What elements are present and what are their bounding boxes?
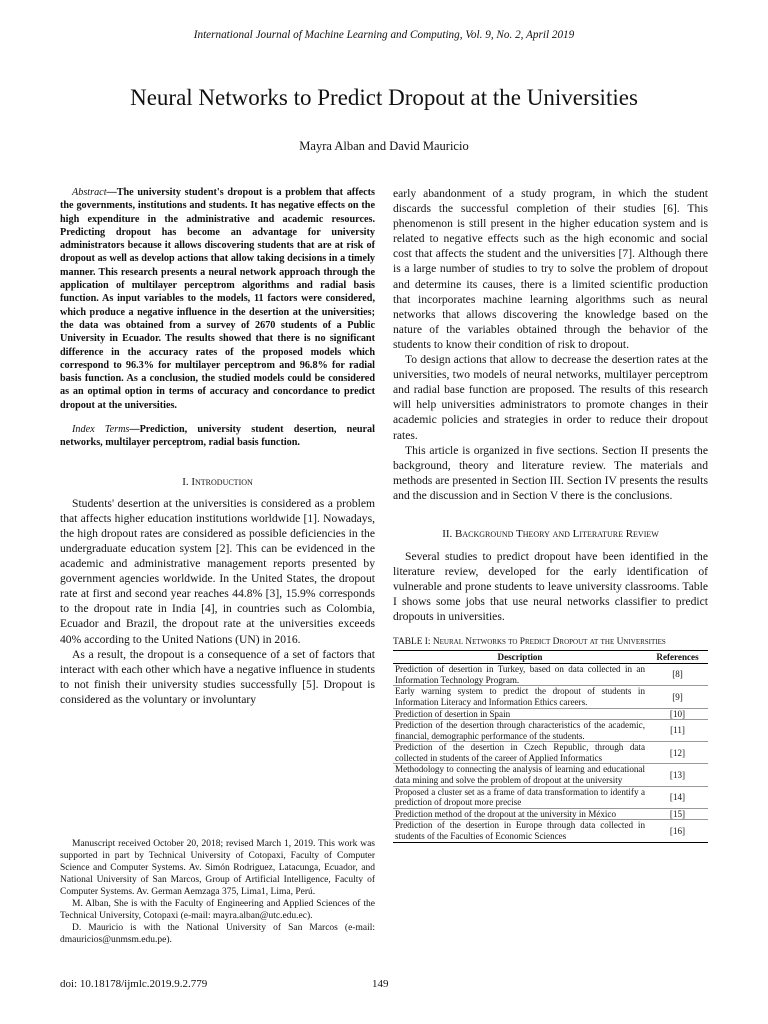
index-terms-text: —Prediction, university student desertion, neural networks, multilayer perceptrom, radial basis function. xyxy=(60,424,375,449)
table-cell-reference: [15] xyxy=(647,808,708,820)
footnote-author-mauricio: D. Mauricio is with the National University of San Marcos (e-mail: dmauricios@unmsm.edu.pe). xyxy=(60,923,375,945)
table-cell-reference: [11] xyxy=(647,720,708,742)
table-cell-description: Prediction of the desertion through characteristics of the academic, financial, demographic performance of the students. xyxy=(395,720,645,741)
table-cell-description: Prediction of the desertion in Europe through data collected in students of the Faculties of Economic Sciences xyxy=(395,820,645,842)
table-cell-description: Proposed a cluster set as a frame of data transformation to identify a prediction of dropout more precise xyxy=(395,786,645,808)
table-cell-reference: [12] xyxy=(647,742,708,764)
footnote-author-alban: M. Alban, She is with the Faculty of Engineering and Applied Sciences of the Technical University, Cotopaxi (e-mail: mayra.alban@utc.edu.ec). xyxy=(60,899,375,921)
table-cell-description: Prediction of desertion in Turkey, based on data collected in an Information Technology Program. xyxy=(395,664,645,685)
intro-paragraph-2: As a result, the dropout is a consequence of a set of factors that interact with each other which have a negative influence in students to not finish their university studies successfully [5]. Dropout is considered as the voluntary or involuntary xyxy=(60,647,375,706)
table-row xyxy=(393,742,708,764)
journal-header: International Journal of Machine Learning and Computing, Vol. 9, No. 2, April 2019 xyxy=(193,29,575,41)
table-row xyxy=(393,808,708,820)
table-cell-reference: [13] xyxy=(647,764,708,786)
left-column xyxy=(60,186,375,707)
table-row xyxy=(393,820,708,842)
table-cell-reference: [10] xyxy=(647,708,708,720)
section-heading-introduction: I. Introduction xyxy=(182,475,253,488)
table-cell-description: Prediction of desertion in Spain xyxy=(393,708,647,720)
abstract-text: —The university student's dropout is a problem that affects the governments, institutions and students. It has negative effects on the high expenditure in the administrative and academic resources. Predicting dropout has become an advantage for university administrators because it allows discovering students that are at risk of dropout as well as develop actions that allow taking decisions in a timely manner. This research presents a neural network approach through the application of multilayer perceptrom algorithms and radial basis function. As input variables to the models, 11 factors were considered, which produce a negative influence in the desertion at the universities; the data was obtained from a survey of 2670 students of a Public University in Ecuador. The results showed that there is no significant difference in the accuracy rates of the proposed models which correspond to 96.3% for multilayer perceptrom and 96.8% for radial basis function. As a conclusion, the studied models could be considered as an optimal option in terms of accuracy and concordance to predict dropout at the universities. xyxy=(60,187,375,411)
table-cell-description: Prediction of the desertion in Czech Republic, through data collected in students of the career of Applied Informatics xyxy=(395,742,645,763)
abstract-lead: Abstract xyxy=(72,187,107,198)
table-cell-reference: [9] xyxy=(647,686,708,708)
right-column xyxy=(393,186,708,843)
abstract xyxy=(60,186,375,412)
table-cell-reference: [14] xyxy=(647,786,708,808)
table-row xyxy=(393,664,708,686)
references-table xyxy=(393,650,708,843)
table-cell-description: Early warning system to predict the dropout of students in Information Literacy and Information Ethics careers. xyxy=(395,686,645,707)
intro-paragraph-4: To design actions that allow to decrease the desertion rates at the universities, two models of neural networks, multilayer perceptrom and radial base function are proposed. The results of this research will help universities administrators to promote changes in their academic policies and strategies in order to reduce their dropout rates. xyxy=(393,353,708,442)
table-cell-description: Prediction method of the dropout at the university in México xyxy=(393,808,647,820)
table-cell-reference: [8] xyxy=(647,664,708,686)
table-cell-reference: [16] xyxy=(669,825,686,836)
footnote-manuscript: Manuscript received October 20, 2018; revised March 1, 2019. This work was supported in part by Technical University of Cotopaxi, Faculty of Computer Science and Computer Systems. Av. Simón Rodriguez, Latacunga, Ecuador, and National University of San Marcos, Group of Artificial Intelligence, Faculty of Computer Systems. Av. German Aemzaga 375, Lima1, Lima, Perú. xyxy=(60,839,375,897)
table-caption: TABLE I: Neural Networks to Predict Dropout at the Universities xyxy=(393,636,666,647)
table-header-description: Description xyxy=(393,650,647,664)
intro-paragraph-5: This article is organized in five sections. Section II presents the background, theory and literature review. The materials and methods are presented in Section III. Section IV presents the results and the discussion and in Section V there is the conclusions. xyxy=(393,443,708,502)
section-heading-background: II. Background Theory and Literature Review xyxy=(442,527,659,540)
footnote xyxy=(60,838,375,946)
table-row xyxy=(393,786,708,808)
paper-title: Neural Networks to Predict Dropout at the Universities xyxy=(130,85,638,110)
index-terms xyxy=(60,423,375,450)
table-row xyxy=(393,686,708,708)
table-row xyxy=(393,720,708,742)
index-terms-lead: Index Terms xyxy=(72,424,130,436)
table-header-row xyxy=(393,650,708,664)
paper-authors: Mayra Alban and David Mauricio xyxy=(299,139,469,153)
table-row xyxy=(393,764,708,786)
table-header-references: References xyxy=(647,650,708,664)
doi-text: doi: 10.18178/ijmlc.2019.9.2.779 xyxy=(60,978,208,990)
table-cell-description: Methodology to connecting the analysis of learning and educational data mining and solve the problem of dropout at the university xyxy=(395,764,645,786)
background-paragraph-1: Several studies to predict dropout have been identified in the literature review, developed for the early identification of vulnerable and prone students to leave university classrooms. Table I shows some jobs that use neural networks classifier to predict dropouts in universities. xyxy=(393,550,708,624)
intro-paragraph-3: early abandonment of a study program, in which the student discards the successful completion of their studies [6]. This phenomenon is still present in the higher education system and is related to negative effects such as the high economic and social cost that affects the student and the universities [7]. Although there is a large number of studies to try to solve the problem of dropout and determine its causes, there is a limited scientific production that incorporates machine learning algorithms such as neural networks that allows discovering the knowledge based on the nature of the variables obtained through the behavior of the students to know their condition of risk to dropout. xyxy=(393,187,708,351)
intro-paragraph-1: Students' desertion at the universities is considered as a problem that affects higher education institutions worldwide [1]. Nowadays, the high dropout rates are considered as possible deficiencies in the undergraduate education system [2]. This can be evidenced in the academic and administrative management reports presented by government agencies worldwide. In the United States, the dropout rate at first and second year reaches 44.8% [3], 15.9% corresponds to the dropout rate in India [4], in countries such as Colombia, Ecuador and Brazil, the dropout rate at the universities exceeds 40% according to the United Nations (UN) in 2016. xyxy=(60,496,375,646)
table-row xyxy=(393,708,708,720)
page-number: 149 xyxy=(372,978,389,990)
